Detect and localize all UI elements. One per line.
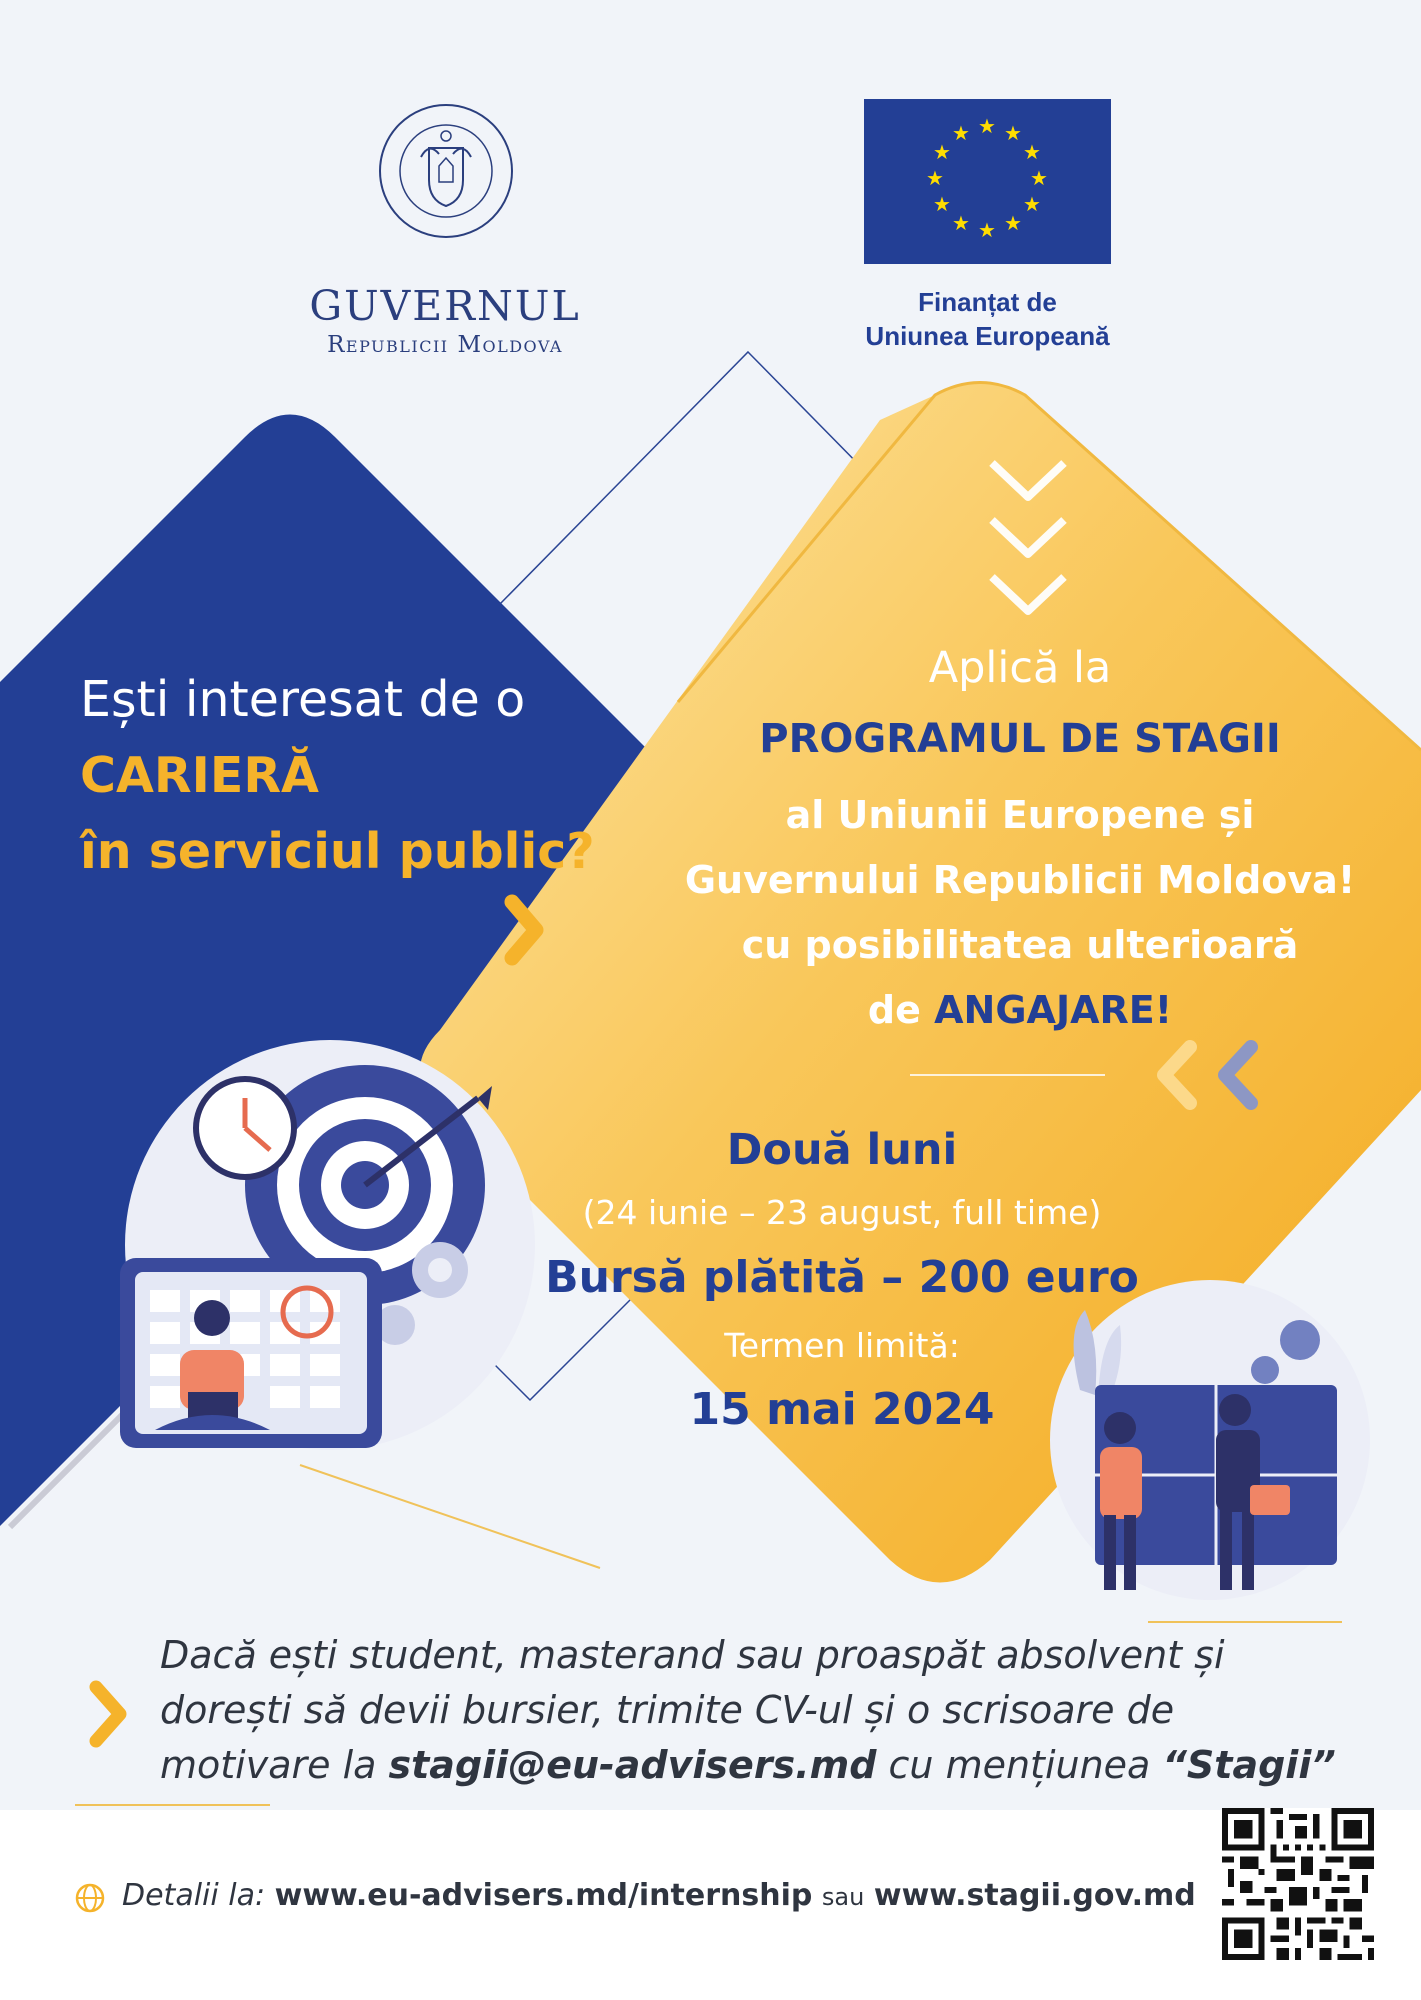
eu-line2: Uniunea Europeană	[865, 321, 1110, 351]
eu-flag-logo	[864, 99, 1111, 264]
chevron-right-icon-bottom	[96, 1687, 120, 1741]
eu-line1: Finanțat de	[918, 287, 1057, 317]
apply-line2: dorești să devii bursier, trimite CV-ul și o scrisoare de	[160, 1688, 1175, 1732]
details-label: Detalii la:	[122, 1878, 266, 1913]
svg-text:★: ★	[978, 218, 996, 242]
svg-text:★: ★	[1030, 166, 1048, 190]
svg-text:★: ★	[952, 211, 970, 235]
deadline-label: Termen limită:	[724, 1326, 960, 1365]
svg-text:★: ★	[952, 121, 970, 145]
duration: Două luni	[726, 1125, 958, 1175]
dates: (24 iunie – 23 august, full time)	[582, 1193, 1102, 1232]
program-title: PROGRAMUL DE STAGII	[759, 716, 1281, 762]
deadline: 15 mai 2024	[689, 1384, 995, 1435]
url-internship-link[interactable]: www.eu-advisers.md/internship	[274, 1878, 813, 1913]
svg-text:★: ★	[1023, 140, 1041, 164]
question-line2: CARIERĂ	[80, 747, 319, 804]
stipend: Bursă plătită – 200 euro	[545, 1252, 1139, 1303]
gov-title: GUVERNUL	[309, 282, 581, 330]
program-line4	[630, 978, 1410, 1043]
government-seal-logo	[377, 102, 515, 240]
details-line	[122, 1878, 1196, 1913]
program-line2: Guvernului Republicii Moldova!	[684, 858, 1356, 902]
apply-line3-mid: cu mențiunea	[888, 1743, 1151, 1787]
globe-icon	[74, 1882, 106, 1914]
details-or: sau	[821, 1883, 865, 1911]
stagii-keyword: “Stagii”	[1162, 1743, 1336, 1787]
program-line1: al Uniunii Europene și	[785, 793, 1255, 837]
gov-subtitle: Republicii Moldova	[327, 332, 563, 358]
eu-stars-icon	[864, 99, 1111, 264]
apply-heading: Aplică la	[928, 643, 1112, 693]
svg-text:★: ★	[1023, 192, 1041, 216]
program-line4-emph: ANGAJARE!	[934, 988, 1173, 1032]
apply-line3	[160, 1738, 1340, 1793]
eu-funding-text	[820, 285, 1155, 353]
apply-line1: Dacă ești student, masterand sau proaspăt absolvent și	[160, 1633, 1225, 1677]
svg-text:★: ★	[978, 114, 996, 138]
svg-text:★: ★	[933, 140, 951, 164]
qr-code-icon[interactable]	[1222, 1808, 1374, 1960]
svg-text:★: ★	[1004, 121, 1022, 145]
email-link[interactable]: stagii@eu-advisers.md	[388, 1743, 877, 1787]
url-stagii-link[interactable]: www.stagii.gov.md	[873, 1878, 1196, 1913]
svg-text:★: ★	[933, 192, 951, 216]
career-question	[80, 662, 640, 890]
question-line3: în serviciul public?	[80, 823, 595, 880]
svg-text:★: ★	[926, 166, 944, 190]
apply-line3-prefix: motivare la	[160, 1743, 377, 1787]
program-line4-prefix: de	[867, 988, 921, 1032]
svg-text:★: ★	[1004, 211, 1022, 235]
program-description	[630, 783, 1410, 1043]
program-line3: cu posibilitatea ulterioară	[741, 923, 1299, 967]
question-line1: Ești interesat de o	[80, 671, 526, 728]
apply-instructions	[160, 1628, 1340, 1793]
